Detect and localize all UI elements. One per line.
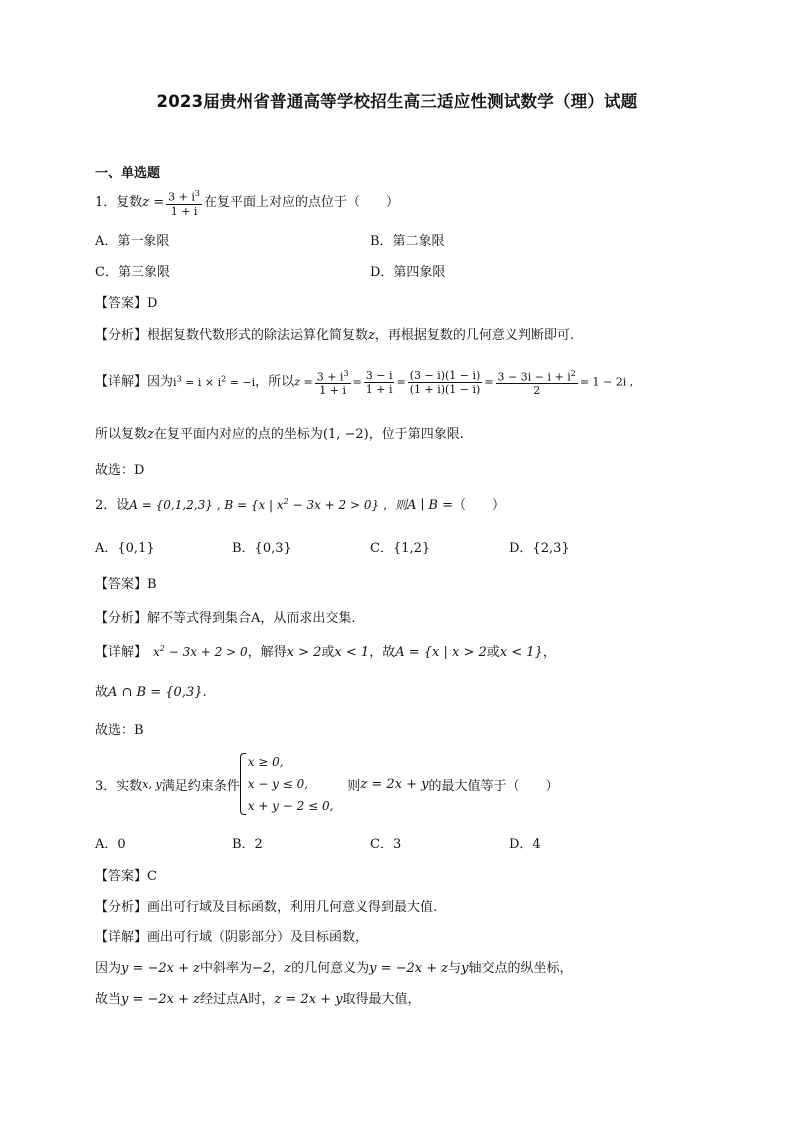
q2-detail-set-or: 或 (486, 645, 500, 660)
q3-vars: x, y (142, 777, 162, 791)
q1-option-c: C．第三象限 (95, 265, 170, 280)
q2-sets-sup: 2 (283, 497, 289, 506)
q1-option-a: A．第一象限 (95, 234, 170, 249)
q2-op: A ∣ B (406, 498, 438, 513)
q1-detail-b: ，所以 (255, 374, 295, 390)
question-1-number: 1．复数 (95, 194, 143, 210)
q1-line2-var: z (147, 427, 154, 442)
q3-l3-line: y = −2x + z (121, 992, 201, 1007)
q1-i3-rest: = i × i (181, 375, 222, 389)
q3-answer (95, 865, 157, 884)
q3-analysis (95, 896, 437, 915)
q1-f2-den: 1 + i (365, 382, 393, 396)
q1-frac-num-sup: 3 (194, 189, 200, 198)
q1-f2-num: 3 − i (365, 368, 393, 382)
q1-option-d: D．第四象限 (370, 265, 446, 280)
q1-answer (95, 292, 157, 311)
q1-detail-a: 因为 (147, 374, 174, 390)
q2-option-b: B．{0,3} (232, 541, 292, 556)
q2-sets-a: A = {0,1,2,3} , B = {x | x (129, 498, 284, 512)
q3-l3-c: 取得最大值， (342, 992, 421, 1007)
q1-detail-frac-2 (364, 369, 395, 396)
q3-l2-line2: y = −2x + z (369, 961, 449, 976)
q1-choose: 故选：D (95, 463, 145, 478)
q3-l2-line: y = −2x + z (121, 961, 201, 976)
q1-frac-den: 1 + i (170, 204, 198, 218)
q3-l2-f: 轴交点的纵坐标， (468, 961, 573, 976)
q1-line2-point: (1, −2) (322, 427, 369, 442)
q3-objective: z = 2x + y (360, 776, 429, 792)
q1-detail-line2 (95, 423, 464, 442)
q2-choose: 故选：B (95, 723, 144, 738)
q2-sets-rest: − 3x + 2 > 0} ，则 (288, 498, 407, 512)
q3-then: 则 (347, 778, 361, 794)
q2-option-c: C．{1,2} (370, 541, 431, 556)
q3-option-c: C．3 (370, 837, 402, 852)
q1-f4-num-sup: 2 (570, 368, 576, 378)
q1-f3-den: (1 + i)(1 − i) (409, 382, 481, 396)
q2-analysis-text: 解不等式得到集合A，从而求出交集. (147, 611, 356, 626)
q1-eq-1: = (352, 375, 362, 389)
q3-l2-b: 中斜率为 (200, 961, 253, 976)
q2-detail-set: A = {x | x > 2 (395, 645, 487, 660)
q1-i3-sup: 3 (176, 374, 182, 383)
q1-f3-num: (3 − i)(1 − i) (409, 368, 481, 382)
q2-detail-tag: 【详解】 (95, 645, 148, 660)
q3-detail-line3 (95, 988, 421, 1007)
q1-f1-num: 3 + i (316, 370, 344, 384)
q3-l3-a: 故当 (95, 992, 122, 1007)
q1-analysis-b: ，再根据复数的几何意义判断即可. (374, 328, 575, 343)
q3-l2-d: 的几何意义为 (291, 961, 370, 976)
q1-analysis-a: 根据复数代数形式的除法运算化简复数 (147, 328, 369, 343)
q2-detail-or: 或 (321, 645, 335, 660)
q1-eq-2: = (396, 375, 406, 389)
q2-sets (129, 498, 407, 512)
q3-mid: 满足约束条件 (161, 778, 240, 794)
q1-detail-tag: 【详解】 (95, 374, 148, 390)
q1-fraction (166, 187, 202, 218)
q1-detail-frac-3 (408, 369, 483, 396)
q1-f4-den: 2 (533, 384, 541, 398)
q2-detail-set-end: x < 1} (499, 645, 543, 660)
q3-l2-a: 因为 (95, 961, 122, 976)
q3-analysis-text: 画出可行域及目标函数，利用几何意义得到最大值. (147, 900, 438, 915)
q2-analysis-tag: 【分析】 (95, 611, 148, 626)
q3-option-b: B．2 (232, 837, 263, 852)
page-title: 2023届贵州省普通高等学校招生高三适应性测试数学（理）试题 (156, 92, 638, 111)
q1-f4-num: 3 − 3i − i + i (497, 370, 571, 384)
q3-l2-e: 与 (448, 961, 462, 976)
q2-answer-value: B (147, 577, 157, 592)
q2-detail-a: ，解得 (247, 645, 287, 660)
q3-option-a: A．0 (95, 837, 126, 852)
q2-line2-end: . (202, 685, 207, 700)
q1-z: z = (142, 194, 165, 210)
q1-i2-sup: 2 (221, 374, 227, 383)
q1-tail: 在复平面上对应的点位于（ ） (203, 194, 399, 210)
q2-answer (95, 573, 157, 592)
q2-option-d: D．{2,3} (509, 541, 570, 556)
q1-detail-frac-1 (315, 367, 351, 398)
q2-ineq-rest: − 3x + 2 > 0 (164, 645, 248, 659)
question-2-stem (95, 494, 505, 513)
q2-detail-b: ，故 (369, 645, 396, 660)
q2-line2-a: 故 (95, 685, 109, 700)
q3-constraint-system (240, 751, 334, 817)
q3-l2-z: z (284, 961, 292, 976)
q2-tail: =（ ） (437, 498, 505, 513)
q1-f1-den: 1 + i (319, 384, 346, 398)
q1-analysis-var: z (368, 328, 375, 343)
q1-detail-frac-4 (496, 367, 578, 398)
q1-detail (95, 359, 633, 403)
question-3-stem (95, 751, 559, 817)
q1-result: = 1 − 2i , (579, 375, 634, 389)
q2-detail-x1: x > 2 (286, 645, 322, 660)
q2-ineq-sup: 2 (159, 644, 165, 653)
question-2-number: 2．设 (95, 498, 130, 513)
q2-line2-expr: A ∩ B = {0,3} (108, 685, 203, 700)
q3-l3-b: 经过点A时， (200, 992, 275, 1007)
q3-analysis-tag: 【分析】 (95, 900, 148, 915)
q1-i3-end: = −i (226, 375, 256, 389)
q2-detail-ineq (153, 645, 248, 659)
q3-constraint-3: x + y − 2 ≤ 0, (247, 799, 334, 813)
q1-eq-3: = (484, 375, 494, 389)
q2-detail-line2 (95, 681, 207, 700)
q3-answer-tag: 【答案】 (95, 869, 148, 884)
q1-answer-value: D (147, 296, 158, 311)
q1-line2-b: 在复平面内对应的点的坐标为 (153, 427, 323, 442)
q3-answer-value: C (147, 869, 157, 884)
q3-option-d: D．4 (509, 837, 541, 852)
q2-analysis (95, 607, 356, 626)
section-heading: 一、单选题 (95, 166, 161, 181)
q3-l2-y: y (461, 961, 469, 976)
q3-detail-line2 (95, 957, 573, 976)
q3-detail (95, 926, 368, 945)
q1-analysis-tag: 【分析】 (95, 328, 148, 343)
q1-analysis (95, 324, 574, 343)
q3-l2-slope: −2 (252, 961, 272, 976)
q1-f1-num-sup: 3 (343, 368, 349, 378)
q3-l3-obj: z = 2x + y (274, 992, 343, 1007)
q2-detail-x2: x < 1 (334, 645, 370, 660)
q3-constraint-2: x − y ≤ 0, (247, 777, 309, 791)
q1-detail-z: z = (294, 375, 313, 389)
q3-detail-text: 画出可行域（阴影部分）及目标函数， (147, 930, 369, 945)
q1-frac-num: 3 + i (168, 190, 195, 204)
question-3-number: 3．实数 (95, 778, 143, 794)
q2-detail-c: ， (542, 645, 556, 660)
q1-line2-a: 所以复数 (95, 427, 148, 442)
q1-line2-c: ，位于第四象限. (368, 427, 464, 442)
q1-answer-tag: 【答案】 (95, 296, 148, 311)
q1-option-b: B．第二象限 (370, 234, 445, 249)
q2-answer-tag: 【答案】 (95, 577, 148, 592)
q2-option-a: A．{0,1} (95, 541, 155, 556)
q3-constraint-1: x ≥ 0, (247, 755, 284, 769)
q1-i3: i (173, 375, 177, 389)
question-1-stem (95, 187, 399, 218)
q3-l2-c: ， (271, 961, 285, 976)
q2-detail (95, 641, 556, 660)
q2-ineq-x: x (153, 645, 160, 659)
q3-detail-tag: 【详解】 (95, 930, 148, 945)
q3-tail: 的最大值等于（ ） (428, 778, 559, 794)
